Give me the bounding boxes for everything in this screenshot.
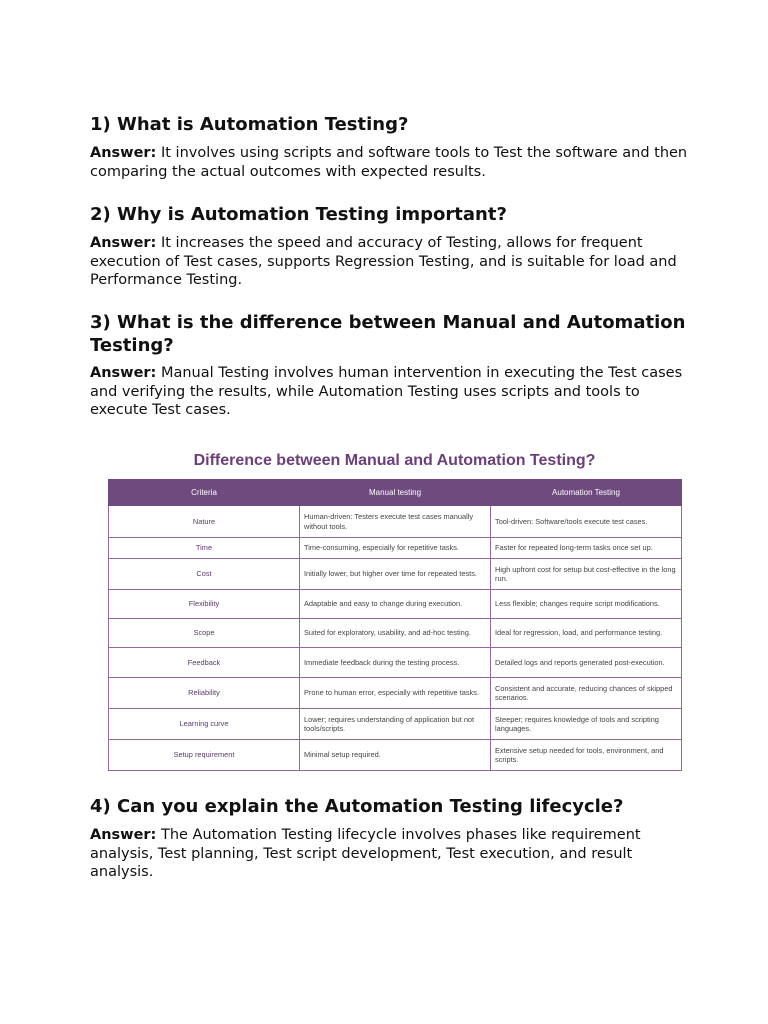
manual-cell: Minimal setup required. bbox=[300, 740, 491, 771]
automation-cell: Less flexible; changes require script modifications. bbox=[491, 590, 682, 619]
table-row bbox=[109, 678, 682, 709]
answer-text: The Automation Testing lifecycle involves phases like requirement analysis, Test planning, Test script development, Test execution, and result analysis. bbox=[90, 827, 641, 880]
table-row bbox=[109, 506, 682, 538]
automation-cell: Ideal for regression, load, and performance testing. bbox=[491, 619, 682, 648]
answer-1 bbox=[90, 144, 690, 181]
question-1-heading: 1) What is Automation Testing? bbox=[90, 114, 409, 135]
question-4-heading: 4) Can you explain the Automation Testing lifecycle? bbox=[90, 796, 624, 817]
table-row bbox=[109, 648, 682, 678]
answer-4 bbox=[90, 826, 690, 882]
answer-label: Answer: bbox=[90, 827, 157, 843]
answer-text: It increases the speed and accuracy of Testing, allows for frequent execution of Test cases, supports Regression Testing, and is suitable for load and Performance Testing. bbox=[90, 235, 677, 288]
figure-title: Difference between Manual and Automation Testing? bbox=[193, 452, 596, 469]
criteria-cell: Feedback bbox=[109, 648, 300, 678]
manual-cell: Immediate feedback during the testing process. bbox=[300, 648, 491, 678]
question-2-heading: 2) Why is Automation Testing important? bbox=[90, 204, 507, 225]
criteria-cell: Scope bbox=[109, 619, 300, 648]
manual-cell: Human-driven: Testers execute test cases manually without tools. bbox=[300, 506, 491, 538]
criteria-cell: Setup requirement bbox=[109, 740, 300, 771]
automation-cell: High upfront cost for setup but cost-effective in the long run. bbox=[491, 559, 682, 590]
manual-cell: Initially lower, but higher over time for repeated tests. bbox=[300, 559, 491, 590]
comparison-figure bbox=[108, 451, 681, 771]
automation-cell: Extensive setup needed for tools, environment, and scripts. bbox=[491, 740, 682, 771]
table-header-row bbox=[109, 480, 682, 506]
answer-label: Answer: bbox=[90, 365, 157, 381]
automation-cell: Consistent and accurate, reducing chances of skipped scenarios. bbox=[491, 678, 682, 709]
automation-cell: Faster for repeated long-term tasks once set up. bbox=[491, 538, 682, 559]
header-manual-testing: Manual testing bbox=[300, 480, 491, 506]
answer-text: It involves using scripts and software tools to Test the software and then comparing the actual outcomes with expected results. bbox=[90, 145, 688, 180]
table-row bbox=[109, 559, 682, 590]
criteria-cell: Nature bbox=[109, 506, 300, 538]
table-row bbox=[109, 740, 682, 771]
answer-3 bbox=[90, 364, 690, 420]
answer-label: Answer: bbox=[90, 145, 157, 161]
automation-cell: Steeper; requires knowledge of tools and scripting languages. bbox=[491, 709, 682, 740]
answer-label: Answer: bbox=[90, 235, 157, 251]
automation-cell: Tool-driven: Software/tools execute test cases. bbox=[491, 506, 682, 538]
answer-text: Manual Testing involves human intervention in executing the Test cases and verifying the results, while Automation Testing uses scripts and tools to execute Test cases. bbox=[90, 365, 683, 418]
table-row bbox=[109, 590, 682, 619]
manual-cell: Adaptable and easy to change during execution. bbox=[300, 590, 491, 619]
criteria-cell: Time bbox=[109, 538, 300, 559]
manual-cell: Time-consuming, especially for repetitive tasks. bbox=[300, 538, 491, 559]
header-criteria: Criteria bbox=[109, 480, 300, 506]
comparison-table bbox=[108, 479, 682, 771]
criteria-cell: Cost bbox=[109, 559, 300, 590]
table-row bbox=[109, 709, 682, 740]
question-3-heading: 3) What is the difference between Manual and Automation Testing? bbox=[90, 312, 686, 356]
table-row bbox=[109, 619, 682, 648]
answer-2 bbox=[90, 234, 690, 290]
header-automation-testing: Automation Testing bbox=[491, 480, 682, 506]
automation-cell: Detailed logs and reports generated post-execution. bbox=[491, 648, 682, 678]
manual-cell: Prone to human error, especially with repetitive tasks. bbox=[300, 678, 491, 709]
criteria-cell: Flexibility bbox=[109, 590, 300, 619]
manual-cell: Suited for exploratory, usability, and ad-hoc testing. bbox=[300, 619, 491, 648]
criteria-cell: Reliability bbox=[109, 678, 300, 709]
manual-cell: Lower; requires understanding of application but not tools/scripts. bbox=[300, 709, 491, 740]
criteria-cell: Learning curve bbox=[109, 709, 300, 740]
table-row bbox=[109, 538, 682, 559]
